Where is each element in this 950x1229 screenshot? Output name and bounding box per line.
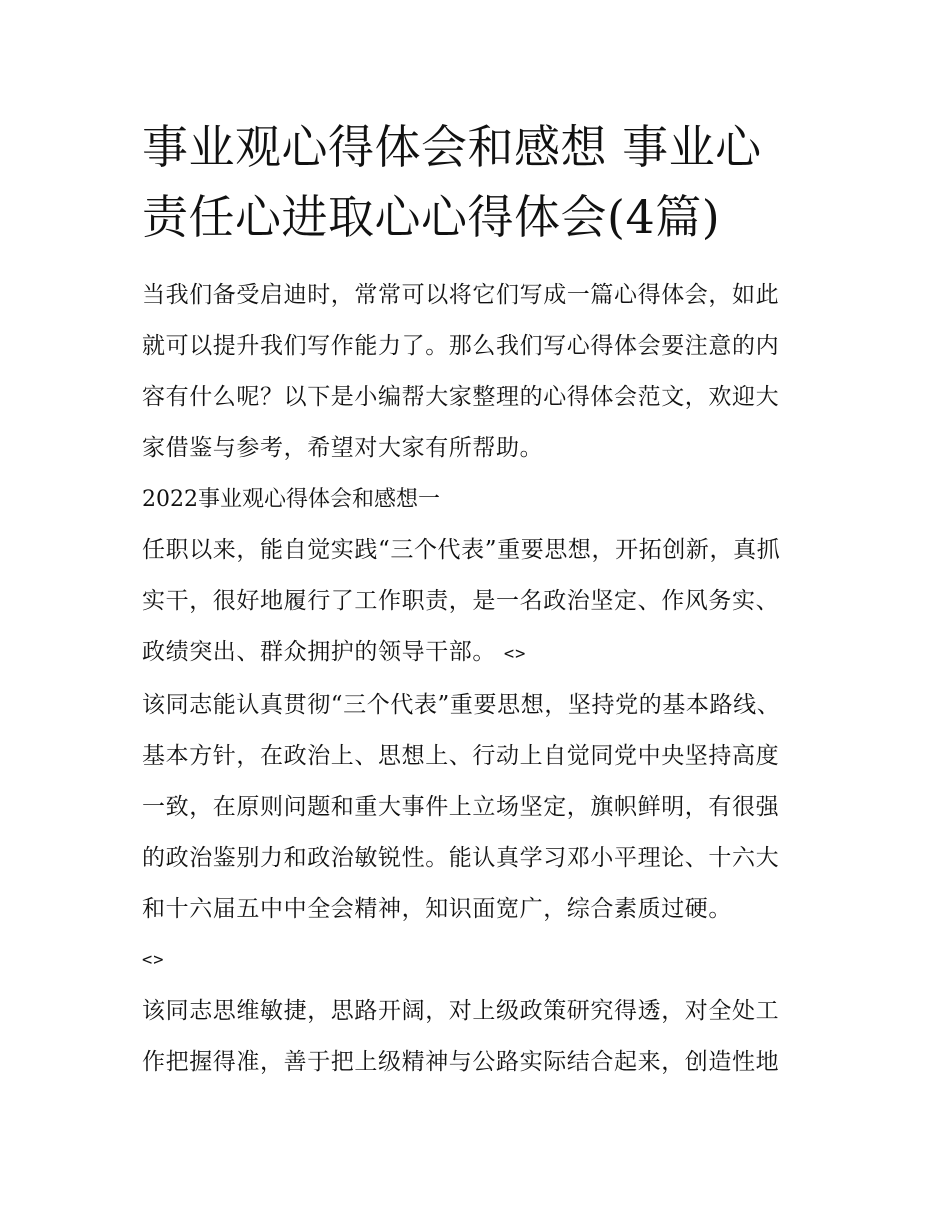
text-line: 就可以提升我们写作能力了。那么我们写心得体会要注意的内 — [142, 333, 780, 359]
text-segment: 政绩突出、群众拥护的领导干部。 — [142, 639, 496, 665]
angle-marker: <> — [142, 950, 165, 970]
text-line: 任职以来，能自觉实践“三个代表”重要思想，开拓创新，真抓 — [142, 537, 781, 563]
document-title — [142, 112, 818, 252]
text-line: 基本方针，在政治上、思想上、行动上自觉同党中央坚持高度 — [142, 743, 780, 769]
text-line: 该同志能认真贯彻“三个代表”重要思想，坚持党的基本路线、 — [142, 692, 781, 718]
text-line: 实干，很好地履行了工作职责，是一名政治坚定、作风务实、 — [142, 588, 780, 614]
text-line: 容有什么呢？以下是小编帮大家整理的心得体会范文，欢迎大 — [142, 384, 780, 410]
text-line: 的政治鉴别力和政治敏锐性。能认真学习邓小平理论、十六大 — [142, 845, 780, 871]
title-line: 事业观心得体会和感想 事业心 — [142, 120, 762, 174]
text-line: 当我们备受启迪时，常常可以将它们写成一篇心得体会，如此 — [142, 282, 780, 308]
title-line: 责任心进取心心得体会(4篇) — [142, 190, 721, 244]
section-heading: 2022事业观心得体会和感想一 — [142, 487, 440, 512]
text-line: 作把握得准，善于把上级精神与公路实际结合起来，创造性地 — [142, 1049, 780, 1075]
intro-paragraph — [142, 270, 818, 474]
text-line: 该同志思维敏捷，思路开阔，对上级政策研究得透，对全处工 — [142, 998, 780, 1024]
text-line: 和十六届五中中全会精神，知识面宽广，综合素质过硬。 — [142, 896, 732, 922]
text-line — [142, 627, 818, 680]
angle-marker: <> — [503, 644, 527, 664]
text-line: 一致，在原则问题和重大事件上立场坚定，旗帜鲜明，有很强 — [142, 794, 780, 820]
text-line: 家借鉴与参考，希望对大家有所帮助。 — [142, 435, 544, 461]
paragraph-2 — [142, 680, 818, 986]
document-content — [142, 112, 818, 1088]
paragraph-3 — [142, 986, 818, 1088]
paragraph-1 — [142, 525, 818, 680]
document-body — [142, 270, 818, 1088]
